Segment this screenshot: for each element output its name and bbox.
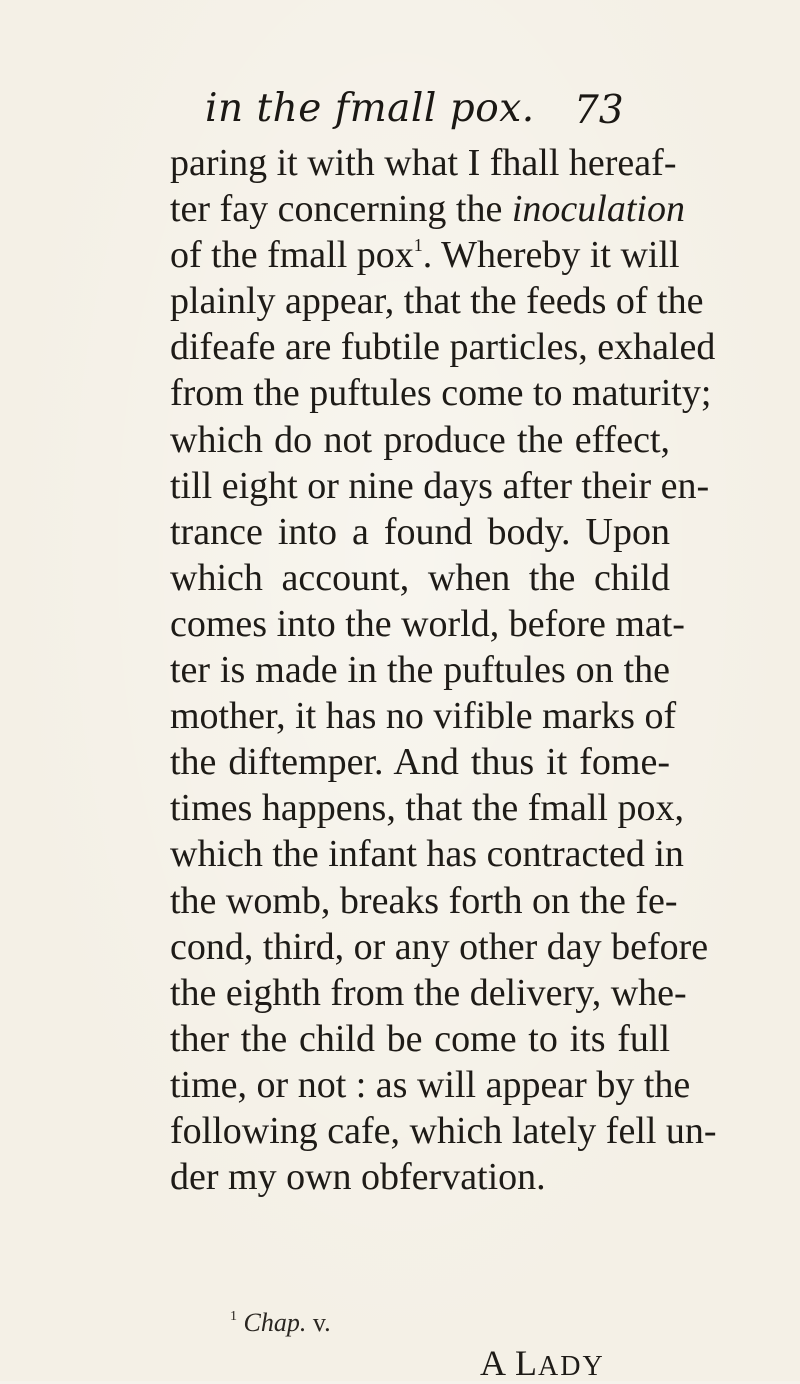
text-line [170, 1016, 670, 1062]
text-run: the womb, breaks forth on the fe- [170, 879, 678, 922]
text-line [170, 232, 680, 278]
catchword-rest: ADY [538, 1351, 605, 1382]
page-number: 73 [574, 88, 624, 133]
text-run: times happens, that the fmall pox, [170, 787, 684, 830]
text-line [170, 601, 685, 647]
text-line [170, 370, 712, 416]
text-run: ter is made in the puftules on the [170, 649, 670, 692]
text-line [170, 1062, 691, 1108]
text-run: ther the child be come to its full [170, 1017, 670, 1060]
text-line [170, 647, 670, 693]
footnote-marker: 1 [230, 1309, 237, 1324]
text-line [170, 693, 677, 739]
text-run: of the fmall pox [170, 234, 414, 277]
text-run: the diftemper. And thus it fome- [170, 741, 670, 784]
text-line [170, 878, 678, 924]
text-run: ter fay concerning the [170, 188, 512, 231]
footnote-chap: Chap. [243, 1308, 307, 1337]
text-run: which the infant has contracted in [170, 833, 684, 876]
footnote-ref: v. [306, 1308, 331, 1337]
text-run: difeafe are fubtile particles, exhaled [170, 326, 716, 369]
italic-word: inoculation [511, 188, 685, 231]
text-line [170, 186, 685, 232]
body-text [170, 140, 717, 1200]
text-run: which do not produce the effect, [170, 418, 670, 461]
text-line [170, 831, 684, 877]
text-line [170, 463, 710, 509]
text-line [170, 1108, 717, 1154]
text-run: following cafe, which lately fell un- [170, 1109, 717, 1152]
catchword [480, 1342, 605, 1384]
text-run: . Whereby it will [422, 234, 680, 277]
text-line [170, 970, 687, 1016]
text-line [170, 785, 684, 831]
text-run: comes into the world, before mat- [170, 602, 685, 645]
footnote [230, 1308, 331, 1338]
footnote-reference: 1 [413, 235, 423, 256]
text-run: trance into a found body. Upon [170, 510, 670, 553]
text-run: cond, third, or any other day before [170, 925, 709, 968]
text-line [170, 509, 670, 555]
text-run: paring it with what I fhall hereaf- [170, 142, 677, 184]
running-head [0, 86, 800, 146]
catchword-first: A L [480, 1343, 539, 1383]
text-run: time, or not : as will appear by the [170, 1063, 691, 1106]
text-run: from the puftules come to maturity; [170, 372, 712, 415]
text-line [170, 324, 716, 370]
text-run: which account, when the child [170, 556, 670, 599]
text-run: mother, it has no vifible marks of [170, 695, 677, 738]
text-line [170, 555, 670, 601]
text-line [170, 417, 670, 463]
text-run: plainly appear, that the feeds of the [170, 280, 704, 323]
text-line [170, 739, 670, 785]
text-line [170, 140, 677, 186]
text-run: the eighth from the delivery, whe- [170, 971, 687, 1014]
text-run: der my own obfervation. [170, 1156, 546, 1199]
running-title: in the fmall pox. [205, 86, 535, 131]
text-line [170, 278, 704, 324]
text-line [170, 1154, 670, 1200]
text-line [170, 924, 709, 970]
text-run: till eight or nine days after their en- [170, 464, 710, 507]
